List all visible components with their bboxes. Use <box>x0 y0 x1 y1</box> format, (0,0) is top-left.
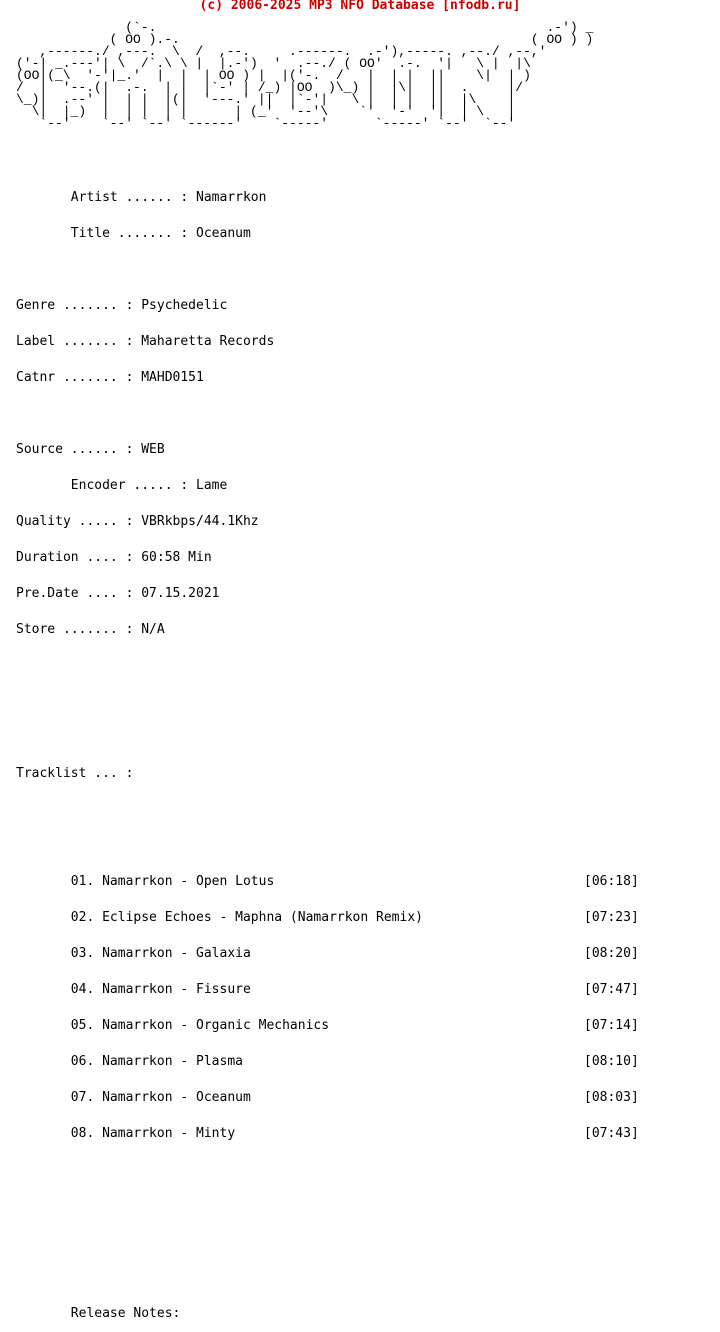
track-duration: [08:10] <box>584 1054 639 1069</box>
genre-line: Genre ....... : Psychedelic <box>16 298 228 313</box>
spacer <box>16 660 423 672</box>
track-row <box>16 1018 639 1033</box>
track-row <box>16 946 639 961</box>
track-duration: [07:43] <box>584 1126 639 1141</box>
catnr-line: Catnr ....... : MAHD0151 <box>16 370 204 385</box>
tracklist-heading: Tracklist ... : <box>16 766 134 781</box>
spacer <box>16 264 423 276</box>
track-duration: [06:18] <box>584 874 639 889</box>
spacer <box>16 408 423 420</box>
encoder-line: Encoder ..... : Lame <box>16 478 228 493</box>
spacer <box>16 732 423 744</box>
nfo-body <box>16 168 639 1332</box>
spacer <box>16 1236 423 1248</box>
predate-line: Pre.Date .... : 07.15.2021 <box>16 586 220 601</box>
quality-line: Quality ..... : VBRkbps/44.1Khz <box>16 514 259 529</box>
track-duration: [07:14] <box>584 1018 639 1033</box>
spacer <box>16 1164 423 1176</box>
store-line: Store ....... : N/A <box>16 622 165 637</box>
title-line: Title ....... : Oceanum <box>16 226 251 241</box>
track-title: 01. Namarrkon - Open Lotus <box>16 874 275 889</box>
nfodb-credit-header: (c) 2006-2025 MP3 NFO Database [nfodb.ru] <box>199 0 521 13</box>
ascii-logo-line: ( OO ).-. ( OO ) ) <box>16 32 594 47</box>
ascii-logo-line: ('-| _.---'| \ /`.\ \ | |.-') ' .--./ ( OO' .-. '| \ | |\ <box>16 56 531 71</box>
track-row <box>16 910 639 925</box>
track-title: 06. Namarrkon - Plasma <box>16 1054 243 1069</box>
ascii-art-logo <box>16 22 593 130</box>
track-duration: [08:03] <box>584 1090 639 1105</box>
track-title: 05. Namarrkon - Organic Mechanics <box>16 1018 330 1033</box>
ascii-logo-line: `--' `--' `--' `------' `-----' `-----' `--' `--' <box>16 116 516 131</box>
release-notes-heading: Release Notes: <box>16 1306 181 1321</box>
spacer <box>16 1200 423 1212</box>
ascii-logo-line: ,------./ ,---. \ / ,--. .------. .-'),-----. ,--./ ,--,' <box>16 44 547 59</box>
ascii-logo-line: \| |_) | | | | | | (_' '--'\ `' '-' '| | \ | <box>16 104 516 119</box>
track-title: 03. Namarrkon - Galaxia <box>16 946 251 961</box>
duration-line: Duration .... : 60:58 Min <box>16 550 212 565</box>
track-row <box>16 1126 639 1141</box>
artist-line: Artist ...... : Namarrkon <box>16 190 267 205</box>
track-row <box>16 1054 639 1069</box>
ascii-logo-line: / | '--.(| .-. | | |`-' | /_) |OO )\_) | |\| || . |/ <box>16 80 524 95</box>
track-title: 02. Eclipse Echoes - Maphna (Namarrkon Remix) <box>16 910 423 925</box>
ascii-logo-line: (`-. .-') _ <box>16 20 594 35</box>
source-line: Source ...... : WEB <box>16 442 165 457</box>
track-row <box>16 982 639 997</box>
track-duration: [08:20] <box>584 946 639 961</box>
track-title: 07. Namarrkon - Oceanum <box>16 1090 251 1105</box>
spacer <box>16 804 423 816</box>
spacer <box>16 840 423 852</box>
track-row <box>16 1090 639 1105</box>
track-duration: [07:47] <box>584 982 639 997</box>
spacer <box>16 696 423 708</box>
track-title: 04. Namarrkon - Fissure <box>16 982 251 997</box>
ascii-logo-line: \_)| .--' | | | |(| '---.' || |`-'| \ | | | || |\ | <box>16 92 516 107</box>
track-row <box>16 874 639 889</box>
track-title: 08. Namarrkon - Minty <box>16 1126 236 1141</box>
spacer <box>16 1272 423 1284</box>
track-duration: [07:23] <box>584 910 639 925</box>
label-line: Label ....... : Maharetta Records <box>16 334 275 349</box>
ascii-logo-line: (OO|(_\ '-'|_.' | | | OO ) | |('-. / | | | || \| | ) <box>16 68 531 83</box>
